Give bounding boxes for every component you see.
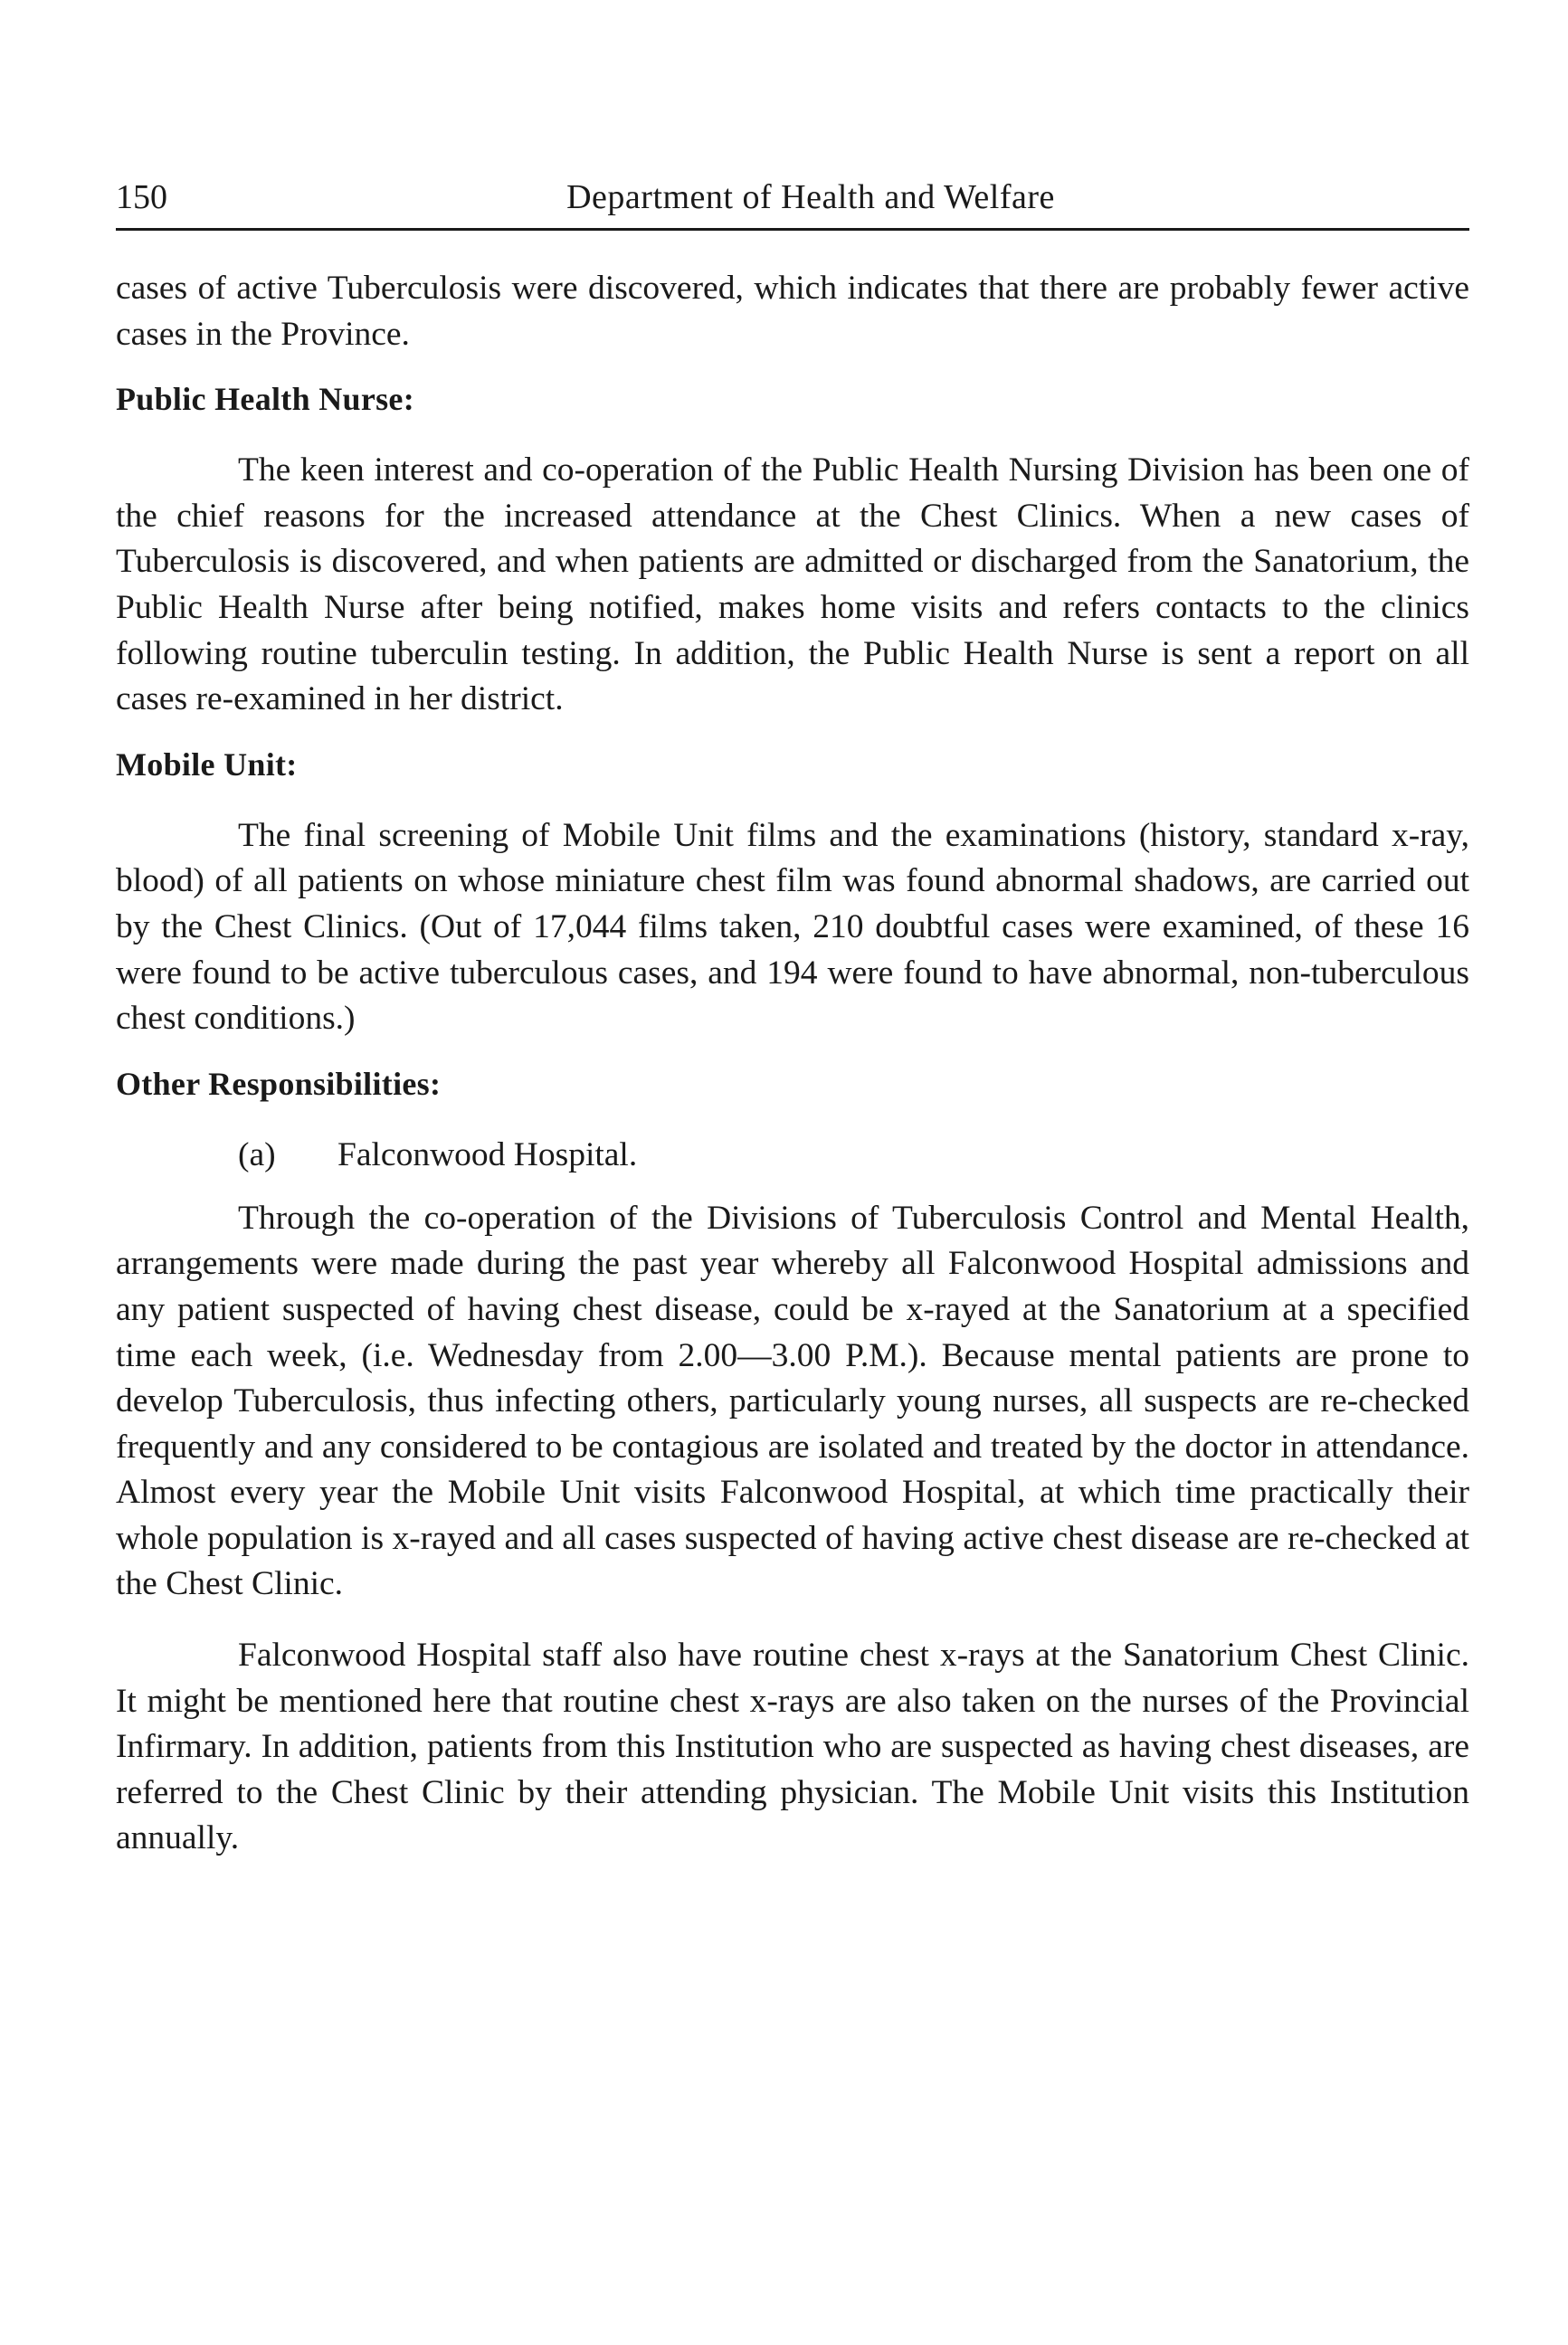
running-title: Department of Health and Welfare xyxy=(566,178,1055,216)
public-health-nurse-paragraph: The keen interest and co-operation of the Public Health Nursing Division has been one of the chief reasons for the increased attendance at the Chest Clinics. When a new cases of Tuberculosis is discovered, and when patients are admitted or discharged from the Sanatorium, the Public Health Nurse after being notified, makes home visits and refers contacts to the clinics following routine tuberculin testing. In addition, the Public Health Nurse is sent a report on all cases re-examined in her district. xyxy=(116,451,1469,718)
public-health-nurse-heading: Public Health Nurse: xyxy=(116,381,414,418)
other-responsibilities-heading: Other Responsibilities: xyxy=(116,1065,442,1102)
page-number: 150 xyxy=(116,178,167,216)
body-text xyxy=(116,266,1469,1862)
item-marker: (a) xyxy=(238,1135,276,1173)
item-title: Falconwood Hospital. xyxy=(337,1135,638,1173)
mobile-unit-heading: Mobile Unit: xyxy=(116,745,298,783)
falconwood-subheading xyxy=(116,1133,1469,1178)
falconwood-paragraph-2: Falconwood Hospital staff also have routine chest x-rays at the Sanatorium Chest Clinic. It might be mentioned here that routine chest x-rays are also taken on the nurses of the Provincial Infirmary. In addition, patients from this Institution who are suspected as having chest diseases, are referred to the Chest Clinic by their attending physician. The Mobile Unit visits this Institution annually. xyxy=(116,1637,1469,1857)
intro-paragraph: cases of active Tuberculosis were discovered, which indicates that there are probably fewer active cases in the Province. xyxy=(116,270,1469,353)
header-rule xyxy=(116,228,1469,231)
running-header xyxy=(116,170,1469,224)
falconwood-paragraph-1: Through the co-operation of the Divisions of Tuberculosis Control and Mental Health, arrangements were made during the past year whereby all Falconwood Hospital admissions and any patient suspected of having chest disease, could be x-rayed at the Sanatorium at a specified time each week, (i.e. Wednesday from 2.00—3.00 P.M.). Because mental patients are prone to develop Tuberculosis, thus infecting others, particularly young nurses, all suspects are re-checked frequently and any considered to be contagious are isolated and treated by the doctor in attendance. Almost every year the Mobile Unit visits Falconwood Hospital, at which time practically their whole population is x-rayed and all cases suspected of having active chest disease are re-checked at the Chest Clinic. xyxy=(116,1199,1469,1603)
document-page xyxy=(116,0,1469,2345)
mobile-unit-paragraph: The final screening of Mobile Unit films and the examinations (history, standard x-ray, blood) of all patients on whose miniature chest film was found abnormal shadows, are carried out by the Chest Clinics. (Out of 17,044 films taken, 210 doubtful cases were examined, of these 16 were found to be active tuberculous cases, and 194 were found to have abnormal, non-tuberculous chest conditions.) xyxy=(116,816,1469,1038)
